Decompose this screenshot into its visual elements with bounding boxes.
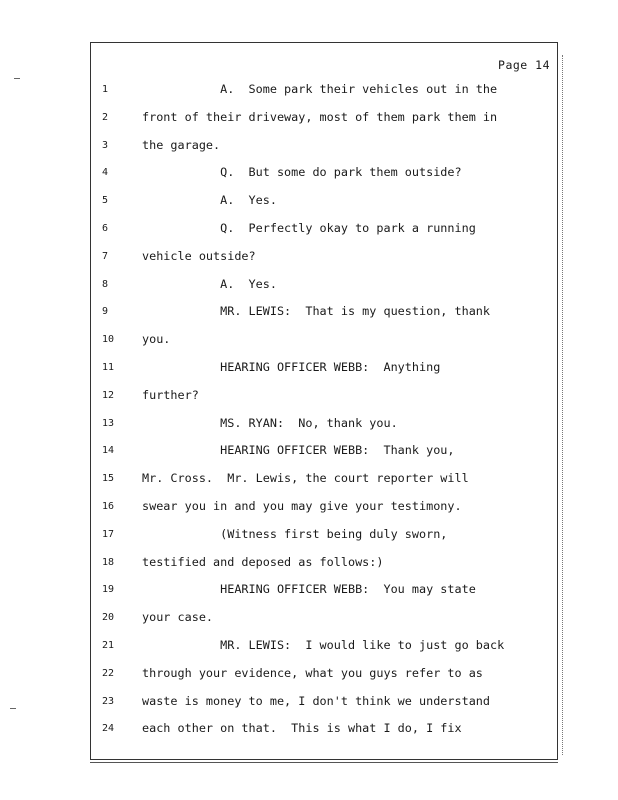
transcript-line bbox=[90, 187, 558, 215]
transcript-line bbox=[90, 549, 558, 577]
line-number: 22 bbox=[102, 667, 115, 679]
line-text: HEARING OFFICER WEBB: You may state bbox=[142, 582, 476, 597]
line-text: Mr. Cross. Mr. Lewis, the court reporter will bbox=[142, 471, 469, 486]
line-number: 11 bbox=[102, 361, 115, 373]
line-number: 18 bbox=[102, 556, 115, 568]
line-number: 5 bbox=[102, 195, 109, 207]
transcript-line bbox=[90, 326, 558, 354]
transcript-body bbox=[90, 76, 558, 743]
transcript-line bbox=[90, 688, 558, 716]
line-text: HEARING OFFICER WEBB: Anything bbox=[142, 359, 441, 374]
transcript-line bbox=[90, 215, 558, 243]
transcript-line bbox=[90, 76, 558, 104]
line-text: Q. But some do park them outside? bbox=[142, 165, 462, 180]
line-text: vehicle outside? bbox=[142, 248, 256, 263]
line-number: 16 bbox=[102, 500, 115, 512]
line-text: through your evidence, what you guys refer to as bbox=[142, 665, 483, 680]
line-text: front of their driveway, most of them park them in bbox=[142, 109, 498, 124]
line-text: testified and deposed as follows:) bbox=[142, 554, 384, 569]
transcript-line bbox=[90, 660, 558, 688]
transcript-line bbox=[90, 493, 558, 521]
line-number: 1 bbox=[102, 84, 109, 95]
transcript-line bbox=[90, 354, 558, 382]
line-number: 14 bbox=[102, 445, 115, 457]
margin-dotted-line bbox=[562, 55, 563, 755]
line-number: 4 bbox=[102, 167, 109, 179]
transcript-line bbox=[90, 465, 558, 493]
line-number: 2 bbox=[102, 111, 109, 123]
transcript-line bbox=[90, 632, 558, 660]
line-number: 3 bbox=[102, 139, 109, 151]
line-text: waste is money to me, I don't think we understand bbox=[142, 693, 491, 708]
line-number: 10 bbox=[102, 334, 115, 346]
line-number: 21 bbox=[102, 639, 115, 651]
transcript-line bbox=[90, 382, 558, 410]
line-text: MR. LEWIS: I would like to just go back bbox=[142, 637, 505, 652]
transcript-line bbox=[90, 410, 558, 438]
bottom-rule bbox=[90, 762, 558, 763]
line-text: swear you in and you may give your testimony. bbox=[142, 498, 462, 513]
transcript-line bbox=[90, 521, 558, 549]
transcript-line bbox=[90, 243, 558, 271]
transcript-line bbox=[90, 437, 558, 465]
scan-speck bbox=[10, 708, 16, 709]
line-number: 7 bbox=[102, 250, 109, 262]
scan-speck bbox=[14, 78, 20, 79]
line-text: further? bbox=[142, 387, 199, 402]
transcript-line bbox=[90, 271, 558, 299]
line-text: each other on that. This is what I do, I fix bbox=[142, 721, 462, 736]
line-text: the garage. bbox=[142, 137, 221, 152]
line-number: 12 bbox=[102, 389, 115, 401]
page-number: Page 14 bbox=[498, 58, 550, 72]
line-text: you. bbox=[142, 332, 171, 347]
transcript-line bbox=[90, 604, 558, 632]
line-number: 8 bbox=[102, 278, 109, 290]
line-number: 6 bbox=[102, 222, 109, 234]
line-text: HEARING OFFICER WEBB: Thank you, bbox=[142, 443, 455, 458]
transcript-line bbox=[90, 715, 558, 743]
line-number: 23 bbox=[102, 695, 115, 707]
line-number: 24 bbox=[102, 723, 115, 735]
line-text: your case. bbox=[142, 610, 214, 625]
line-text: MS. RYAN: No, thank you. bbox=[142, 415, 398, 430]
line-number: 20 bbox=[102, 612, 115, 624]
line-text: A. Yes. bbox=[142, 276, 277, 291]
transcript-line bbox=[90, 132, 558, 160]
transcript-line bbox=[90, 104, 558, 132]
line-text: MR. LEWIS: That is my question, thank bbox=[142, 304, 491, 319]
line-text: A. Yes. bbox=[142, 193, 277, 208]
transcript-line bbox=[90, 576, 558, 604]
line-number: 13 bbox=[102, 417, 115, 429]
line-text: (Witness first being duly sworn, bbox=[142, 526, 448, 541]
line-number: 15 bbox=[102, 473, 115, 485]
transcript-line bbox=[90, 298, 558, 326]
line-number: 19 bbox=[102, 584, 115, 596]
line-text: A. Some park their vehicles out in the bbox=[142, 82, 498, 96]
line-text: Q. Perfectly okay to park a running bbox=[142, 220, 476, 235]
transcript-line bbox=[90, 159, 558, 187]
line-number: 9 bbox=[102, 306, 109, 318]
line-number: 17 bbox=[102, 528, 115, 540]
